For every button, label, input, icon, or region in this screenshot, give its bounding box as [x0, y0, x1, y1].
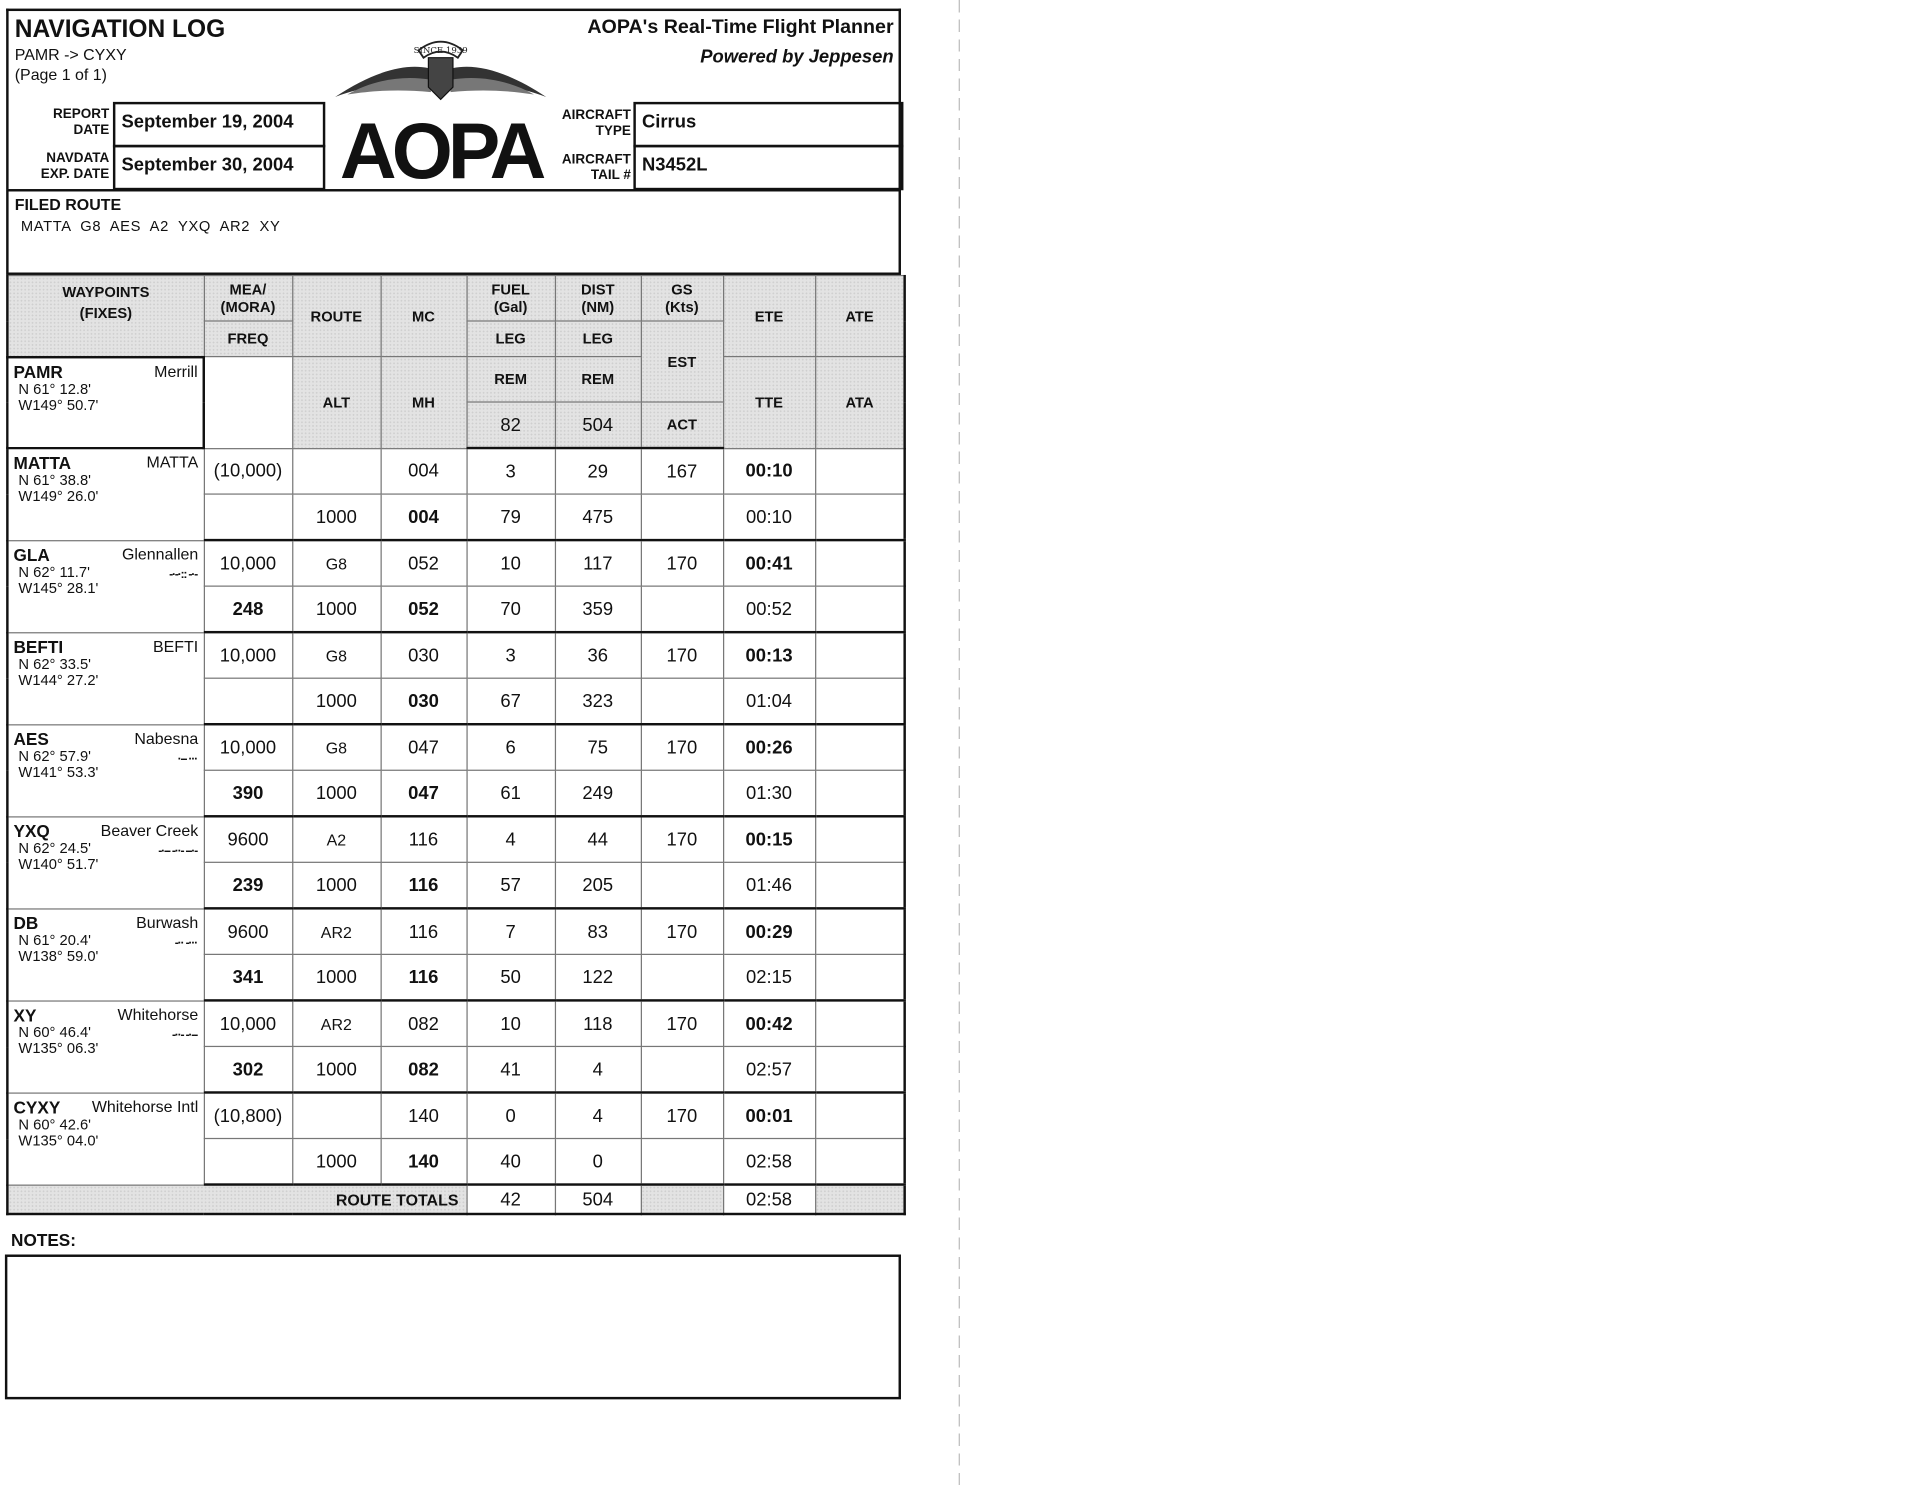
col-dist: DIST (NM)	[555, 276, 641, 321]
fuel-leg-cell: 4	[466, 816, 554, 862]
waypoint-name: BEFTI	[153, 636, 199, 655]
mea-cell: 9600	[204, 908, 292, 954]
ate-cell[interactable]	[815, 816, 905, 862]
waypoint-row	[7, 908, 904, 954]
waypoint-lat: N 61° 20.4'	[18, 931, 92, 949]
ete-cell: 00:01	[723, 1092, 815, 1138]
mc-cell: 082	[381, 1000, 467, 1046]
fuel-rem-cell: 79	[466, 494, 554, 540]
ate-cell[interactable]	[815, 540, 905, 586]
ate-cell[interactable]	[815, 1092, 905, 1138]
waypoint-id: DB	[13, 912, 39, 933]
morse-ident-icon: -··- -·--	[171, 1028, 198, 1042]
mc-cell: 116	[381, 816, 467, 862]
notes-box[interactable]	[5, 1255, 901, 1400]
ete-cell: 00:10	[723, 448, 815, 494]
col-alt: ALT	[292, 357, 380, 448]
dist-rem-cell: 122	[555, 954, 641, 1000]
waypoint-id: XY	[13, 1004, 37, 1025]
waypoint-name: Beaver Creek	[100, 820, 199, 839]
gs-act-cell[interactable]	[641, 1046, 723, 1092]
waypoint-cell	[7, 448, 203, 540]
aircraft-type-label: AIRCRAFT TYPE	[561, 108, 631, 139]
fuel-leg-cell: 10	[466, 1000, 554, 1046]
tte-cell: 00:52	[723, 586, 815, 632]
route-cell: G8	[292, 724, 380, 770]
route-totals-label: ROUTE TOTALS	[7, 1185, 466, 1214]
col-dist-leg: LEG	[555, 321, 641, 357]
gs-cell: 170	[641, 1092, 723, 1138]
freq-cell: 248	[204, 586, 292, 632]
waypoint-cell	[7, 540, 203, 632]
ata-cell[interactable]	[815, 1046, 905, 1092]
planner-title: AOPA's Real-Time Flight Planner	[587, 17, 894, 39]
waypoint-row	[7, 448, 904, 494]
waypoint-id: AES	[13, 728, 49, 749]
gs-act-cell[interactable]	[641, 678, 723, 724]
morse-ident-icon: -·· -···	[174, 935, 198, 950]
dist-leg-cell: 4	[555, 1092, 641, 1138]
log-header	[6, 9, 901, 189]
route-cell	[292, 1092, 380, 1138]
alt-cell: 1000	[292, 586, 380, 632]
aircraft-type-value: Cirrus	[633, 102, 903, 147]
waypoint-lon: W141° 53.3'	[18, 762, 99, 781]
page-divider	[959, 0, 960, 1485]
col-gs: GS (Kts)	[641, 276, 723, 321]
col-fuel-leg: LEG	[466, 321, 554, 357]
freq-cell: 239	[204, 862, 292, 908]
waypoint-lon: W149° 26.0'	[18, 487, 99, 505]
waypoint-name: Nabesna	[134, 728, 199, 747]
mh-cell: 082	[381, 1046, 467, 1092]
ate-cell[interactable]	[815, 632, 905, 678]
waypoint-lat: N 62° 33.5'	[18, 654, 92, 673]
ete-cell: 00:42	[723, 1000, 815, 1046]
ete-cell: 00:13	[723, 632, 815, 678]
gs-act-cell[interactable]	[641, 954, 723, 1000]
alt-cell: 1000	[292, 1139, 380, 1185]
fuel-rem-cell: 67	[466, 678, 554, 724]
waypoint-row	[7, 1000, 904, 1046]
fuel-rem-cell: 70	[466, 586, 554, 632]
dist-leg-cell: 83	[555, 908, 641, 954]
waypoint-id: CYXY	[13, 1096, 61, 1117]
ata-cell[interactable]	[815, 586, 905, 632]
freq-cell	[204, 678, 292, 724]
navigation-log-table	[6, 275, 906, 1215]
morse-ident-icon: ·-- ···	[177, 751, 198, 766]
col-ate: ATE	[815, 276, 905, 357]
aopa-logo	[330, 23, 551, 185]
ata-cell[interactable]	[815, 862, 905, 908]
tte-cell: 00:10	[723, 494, 815, 540]
gs-cell: 170	[641, 816, 723, 862]
ata-cell[interactable]	[815, 678, 905, 724]
ata-cell[interactable]	[815, 954, 905, 1000]
col-ete: ETE	[723, 276, 815, 357]
col-act: ACT	[641, 402, 723, 448]
dist-leg-cell: 75	[555, 724, 641, 770]
route-cell: G8	[292, 632, 380, 678]
ete-cell: 00:29	[723, 908, 815, 954]
fuel-rem-cell: 41	[466, 1046, 554, 1092]
filed-route-label: FILED ROUTE	[14, 195, 122, 214]
waypoint-name: MATTA	[146, 452, 199, 472]
mea-cell: 10,000	[204, 724, 292, 770]
ete-cell: 00:41	[723, 540, 815, 586]
mea-cell: (10,800)	[204, 1092, 292, 1138]
waypoint-lon: W135° 06.3'	[18, 1039, 99, 1057]
log-title: NAVIGATION LOG	[14, 15, 226, 43]
gs-cell: 170	[641, 908, 723, 954]
waypoint-lat: N 60° 42.6'	[18, 1115, 92, 1133]
mea-cell: 10,000	[204, 540, 292, 586]
navdata-label: NAVDATA EXP. DATE	[40, 150, 110, 182]
fuel-rem-cell: 61	[466, 770, 554, 816]
col-fuel-rem: REM	[466, 357, 554, 402]
freq-cell: 302	[204, 1046, 292, 1092]
waypoint-lon: W135° 04.0'	[18, 1131, 99, 1149]
fuel-leg-cell: 10	[466, 540, 554, 586]
ate-cell[interactable]	[815, 1000, 905, 1046]
waypoint-name: Whitehorse Intl	[91, 1096, 199, 1116]
filed-route-section	[6, 189, 901, 275]
mc-cell: 030	[381, 632, 467, 678]
mc-cell: 116	[381, 908, 467, 954]
waypoint-lon: W140° 51.7'	[18, 854, 99, 873]
notes-label: NOTES:	[11, 1229, 76, 1250]
powered-by: Powered by Jeppesen	[700, 46, 894, 68]
col-mea: MEA/ (MORA)	[204, 276, 292, 321]
ate-cell[interactable]	[815, 724, 905, 770]
ete-cell: 00:15	[723, 816, 815, 862]
waypoint-cell	[7, 1000, 203, 1092]
waypoint-cell	[7, 816, 203, 908]
mc-cell: 140	[381, 1092, 467, 1138]
total-time: 02:58	[723, 1185, 815, 1214]
waypoint-row	[7, 632, 904, 678]
gs-act-cell[interactable]	[641, 586, 723, 632]
waypoint-lon: W138° 59.0'	[18, 947, 99, 965]
mc-cell: 052	[381, 540, 467, 586]
fuel-leg-cell: 3	[466, 632, 554, 678]
dist-rem-cell: 4	[555, 1046, 641, 1092]
dist-rem-cell: 205	[555, 862, 641, 908]
route-cell: G8	[292, 540, 380, 586]
tail-label: AIRCRAFT TAIL #	[561, 152, 631, 183]
mh-cell: 140	[381, 1139, 467, 1185]
gs-act-cell[interactable]	[641, 1139, 723, 1185]
mh-cell: 052	[381, 586, 467, 632]
alt-cell: 1000	[292, 678, 380, 724]
tte-cell: 01:30	[723, 770, 815, 816]
waypoint-cell	[7, 1092, 203, 1184]
waypoint-name: Burwash	[136, 912, 199, 932]
route-cell: AR2	[292, 908, 380, 954]
col-waypoints: WAYPOINTS (FIXES)	[7, 276, 203, 357]
route-cell	[292, 448, 380, 494]
gs-cell: 170	[641, 1000, 723, 1046]
gs-cell: 170	[641, 724, 723, 770]
ata-cell[interactable]	[815, 770, 905, 816]
alt-cell: 1000	[292, 494, 380, 540]
page-count: (Page 1 of 1)	[14, 65, 107, 84]
report-date-label: REPORT DATE	[52, 106, 110, 138]
dist-leg-cell: 29	[555, 448, 641, 494]
report-date-value: September 19, 2004	[113, 102, 325, 147]
dist-rem-cell: 359	[555, 586, 641, 632]
mh-cell: 004	[381, 494, 467, 540]
gs-cell: 170	[641, 632, 723, 678]
tte-cell: 02:15	[723, 954, 815, 1000]
dist-rem-cell: 475	[555, 494, 641, 540]
col-mh: MH	[381, 357, 467, 448]
mh-cell: 047	[381, 770, 467, 816]
freq-cell: 390	[204, 770, 292, 816]
departure-waypoint: PAMR Merrill N 61° 12.8' W149° 50.7'	[7, 357, 203, 448]
freq-cell	[204, 494, 292, 540]
waypoint-lon: W144° 27.2'	[18, 670, 99, 689]
col-route: ROUTE	[292, 276, 380, 357]
tte-cell: 01:46	[723, 862, 815, 908]
col-ata: ATA	[815, 357, 905, 448]
mea-cell: 9600	[204, 816, 292, 862]
waypoint-name: Whitehorse	[117, 1004, 199, 1024]
navdata-value: September 30, 2004	[113, 145, 325, 190]
dist-leg-cell: 117	[555, 540, 641, 586]
waypoint-lat: N 62° 11.7'	[18, 562, 90, 580]
waypoint-id: GLA	[13, 544, 50, 565]
tte-cell: 01:04	[723, 678, 815, 724]
col-dist-rem: REM	[555, 357, 641, 402]
alt-cell: 1000	[292, 770, 380, 816]
fuel-rem-cell: 40	[466, 1139, 554, 1185]
departure-fuel-rem: 82	[466, 402, 554, 448]
dist-rem-cell: 323	[555, 678, 641, 724]
waypoint-cell	[7, 908, 203, 1000]
waypoint-row	[7, 540, 904, 586]
waypoint-cell	[7, 724, 203, 816]
tte-cell: 02:58	[723, 1139, 815, 1185]
ete-cell: 00:26	[723, 724, 815, 770]
col-freq: FREQ	[204, 321, 292, 357]
fuel-rem-cell: 57	[466, 862, 554, 908]
dist-leg-cell: 118	[555, 1000, 641, 1046]
mea-cell: 10,000	[204, 632, 292, 678]
gs-cell: 167	[641, 448, 723, 494]
ata-cell[interactable]	[815, 494, 905, 540]
gs-act-cell[interactable]	[641, 770, 723, 816]
navigation-log-sheet	[6, 9, 901, 1216]
waypoint-name: Glennallen	[121, 544, 199, 563]
dist-leg-cell: 36	[555, 632, 641, 678]
alt-cell: 1000	[292, 954, 380, 1000]
waypoint-cell	[7, 632, 203, 724]
waypoint-row	[7, 1092, 904, 1138]
freq-cell: 341	[204, 954, 292, 1000]
waypoint-lat: N 62° 24.5'	[18, 838, 92, 857]
waypoint-row	[7, 816, 904, 862]
fuel-leg-cell: 0	[466, 1092, 554, 1138]
fuel-rem-cell: 50	[466, 954, 554, 1000]
mea-cell: (10,000)	[204, 448, 292, 494]
fuel-leg-cell: 7	[466, 908, 554, 954]
waypoint-lat: N 61° 38.8'	[18, 471, 92, 489]
ate-cell[interactable]	[815, 448, 905, 494]
waypoint-lon: W145° 28.1'	[18, 578, 99, 596]
waypoint-row	[7, 724, 904, 770]
waypoint-id: MATTA	[13, 452, 72, 473]
route-cell: A2	[292, 816, 380, 862]
total-dist: 504	[555, 1185, 641, 1214]
route-cell: AR2	[292, 1000, 380, 1046]
departure-dist-rem: 504	[555, 402, 641, 448]
filed-route-value: MATTA G8 AES A2 YXQ AR2 XY	[20, 217, 281, 235]
col-mc: MC	[381, 276, 467, 357]
svg-text:AOPA: AOPA	[339, 106, 542, 186]
waypoint-lat: N 60° 46.4'	[18, 1023, 92, 1041]
waypoint-lat: N 62° 57.9'	[18, 746, 92, 765]
total-fuel: 42	[466, 1185, 554, 1214]
gs-act-cell[interactable]	[641, 494, 723, 540]
freq-cell	[204, 1139, 292, 1185]
waypoint-id: BEFTI	[13, 636, 64, 657]
mh-cell: 116	[381, 954, 467, 1000]
alt-cell: 1000	[292, 1046, 380, 1092]
col-fuel: FUEL (Gal)	[466, 276, 554, 321]
fuel-leg-cell: 3	[466, 448, 554, 494]
mc-cell: 004	[381, 448, 467, 494]
tail-value: N3452L	[633, 145, 903, 190]
mh-cell: 030	[381, 678, 467, 724]
fuel-leg-cell: 6	[466, 724, 554, 770]
gs-cell: 170	[641, 540, 723, 586]
ata-cell[interactable]	[815, 1139, 905, 1185]
dist-rem-cell: 249	[555, 770, 641, 816]
morse-ident-icon: -·-·:: -·-	[169, 567, 198, 582]
col-est: EST	[641, 321, 723, 402]
mh-cell: 116	[381, 862, 467, 908]
mc-cell: 047	[381, 724, 467, 770]
morse-ident-icon: -·-- -··- --·-	[158, 843, 198, 858]
tte-cell: 02:57	[723, 1046, 815, 1092]
mea-cell: 10,000	[204, 1000, 292, 1046]
ate-cell[interactable]	[815, 908, 905, 954]
waypoint-id: YXQ	[13, 820, 50, 841]
col-tte: TTE	[723, 357, 815, 448]
alt-cell: 1000	[292, 862, 380, 908]
dist-leg-cell: 44	[555, 816, 641, 862]
gs-act-cell[interactable]	[641, 862, 723, 908]
svg-text:SINCE 1939: SINCE 1939	[413, 45, 468, 56]
route-summary: PAMR -> CYXY	[14, 45, 127, 64]
dist-rem-cell: 0	[555, 1139, 641, 1185]
